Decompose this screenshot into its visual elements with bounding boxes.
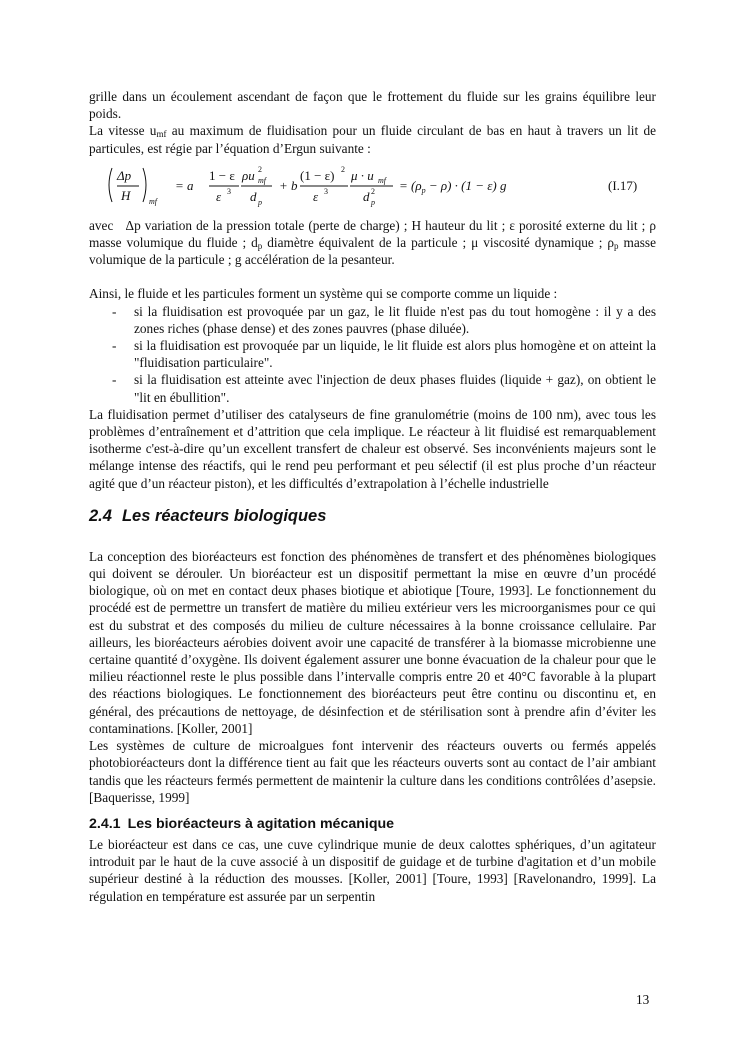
plus-b: + b: [279, 177, 298, 193]
paragraph-ainsi: Ainsi, le fluide et les particules forment un système qui se comporte comme un liquide :: [89, 286, 558, 302]
frac4-num-sub: mf: [378, 175, 386, 185]
paragraph-bioreacteurs: La conception des bioréacteurs est fonction des phénomènes de transfert et des phénomènes biologiques qui doivent se dérouler. Un bioréacteur est un dispositif permettant la mise en œuvre d’un procédé biologique, où on met en contact deux phases biotique et abiotique [Toure, 1993]. Le fonctionnement du procédé est de permettre un transfert de matière du milieu extérieur vers les microorganismes pour ce qui est du substrat et des composés du milieu de culture nécessaires à la bonne croissance cellulaire. Par ailleurs, les bioréacteurs aérobies doivent avoir une capacité de transférer à la biomasse microbienne une certaine quantité d’oxygène. Ils doivent également assurer une bonne évacuation de la chaleur pour que le milieu réactionnel reste le plus possible dans l’intervalle compris entre 20 et 40°C favorable à la plupart des réactions biologiques. Le fonctionnement des bioréacteurs peut être continu ou discontinu et, en général, des précautions de nettoyage, de désinfection et de stérilisation sont à prendre afin d’éviter les contaminations. [Koller, 2001]: [89, 548, 656, 736]
frac2-num: ρu: [242, 167, 255, 183]
page-body: [89, 88, 656, 905]
paragraph-fluidisation: La fluidisation permet d’utiliser des catalyseurs de fine granulométrie (moins de 100 nm), avec tous les problèmes d’entraînement et d’attrition que cela implique. Le réacteur à lit fluidisé est remarquablement isotherme c'est-à-dire qu’un excellent transfert de chaleur est observé. Ses inconvénients majeurs sont le mélange intense des réactifs, qui le rend peu performant et peu sélectif (il est plus proche d’un réacteur agité que d’un réacteur piston), et les difficultés d’extrapolation à l’échelle industrielle: [89, 406, 656, 491]
paragraph-agitation: Le bioréacteur est dans ce cas, une cuve cylindrique munie de deux calottes sphériques, d’un agitateur introduit par le haut de la cuve associé à un dispositif de guidage et de turbine d'agitation et d’un mobile supérieur destiné à la réduction des mousses. [Koller, 2001] [Toure, 1993] [Ravelonandro, 1999]. La régulation en température est assurée par un serpentin: [89, 836, 656, 904]
rhs: = $(\rho_p - \rho) \cdot (1 - \varepsilon)$ g: [399, 177, 507, 195]
section-heading: 2.4 Les réacteurs biologiques: [89, 506, 327, 525]
ergun-equation: [89, 161, 656, 215]
bullet-list: [89, 303, 656, 406]
list-item: - si la fluidisation est provoquée par un liquide, le lit fluide est alors plus homogène et on atteint la "fluidisation particulaire".: [112, 338, 656, 371]
page-number: 13: [636, 992, 650, 1007]
eq-a: = a: [175, 177, 194, 193]
subsection-heading: 2.4.1 Les bioréacteurs à agitation mécanique: [89, 815, 395, 832]
lhs-numerator: Δp: [117, 167, 132, 183]
paragraph-definitions: avec Δp variation de la pression totale (perte de charge) ; H hauteur du lit ; ε porosité externe du lit ; ρ masse volumique du fluide ; $d_p$ diamètre équivalent de la particule ; μ viscosité dynamique ; $\rho_p$ masse volumique de la particule ; g accélération de la pesanteur.: [89, 217, 656, 268]
paragraph-microalgues: Les systèmes de culture de microalgues font intervenir des réacteurs ouverts ou fermés appelés photobioréacteurs dont la différence tient au fait que les réacteurs ouverts sont au contact de l’air ambiant tandis que les réacteurs fermés permettent de maintenir la culture dans les conditions contrôlées d’asepsie.[Baquerisse, 1999]: [89, 738, 656, 805]
paragraph-intro-1: grille dans un écoulement ascendant de façon que le frottement du fluide sur les grains équilibre leur poids.: [89, 89, 656, 122]
list-item: - si la fluidisation est provoquée par un gaz, le lit fluide n'est pas du tout homogène : il y a des zones riches (phase dense) et des zones pauvres (phase diluée).: [112, 303, 656, 336]
frac2-den-sub: p: [258, 197, 262, 207]
frac4-den-exp: 2: [371, 186, 375, 196]
frac1-num: 1 − ε: [209, 167, 235, 183]
frac3-den: ε: [313, 188, 319, 204]
frac4-den: d: [363, 188, 370, 204]
frac3-num-exp: 2: [341, 164, 345, 174]
frac1-den: ε: [216, 188, 222, 204]
frac3-num: (1 − ε): [300, 167, 335, 183]
frac4-den-sub: p: [371, 197, 375, 207]
lhs-subscript: mf: [149, 196, 157, 206]
list-item: - si la fluidisation est atteinte avec l'injection de deux phases fluides (liquide + gaz), on obtient le "lit en ébullition".: [112, 372, 656, 405]
lhs-denominator: H: [121, 187, 131, 203]
frac2-num-sub: mf: [258, 175, 266, 185]
frac2-num-exp: 2: [258, 164, 262, 174]
frac1-den-exp: 3: [227, 186, 231, 196]
frac2-den: d: [250, 188, 257, 204]
equation-label: (I.17): [608, 177, 638, 193]
frac4-num: μ · u: [351, 167, 374, 183]
paragraph-intro-2: La vitesse $u_{mf}$ au maximum de fluidisation pour un fluide circulant de bas en haut à travers un lit de particules, est régie par l’équation d’Ergun suivante :: [89, 123, 657, 156]
frac3-den-exp: 3: [324, 186, 328, 196]
